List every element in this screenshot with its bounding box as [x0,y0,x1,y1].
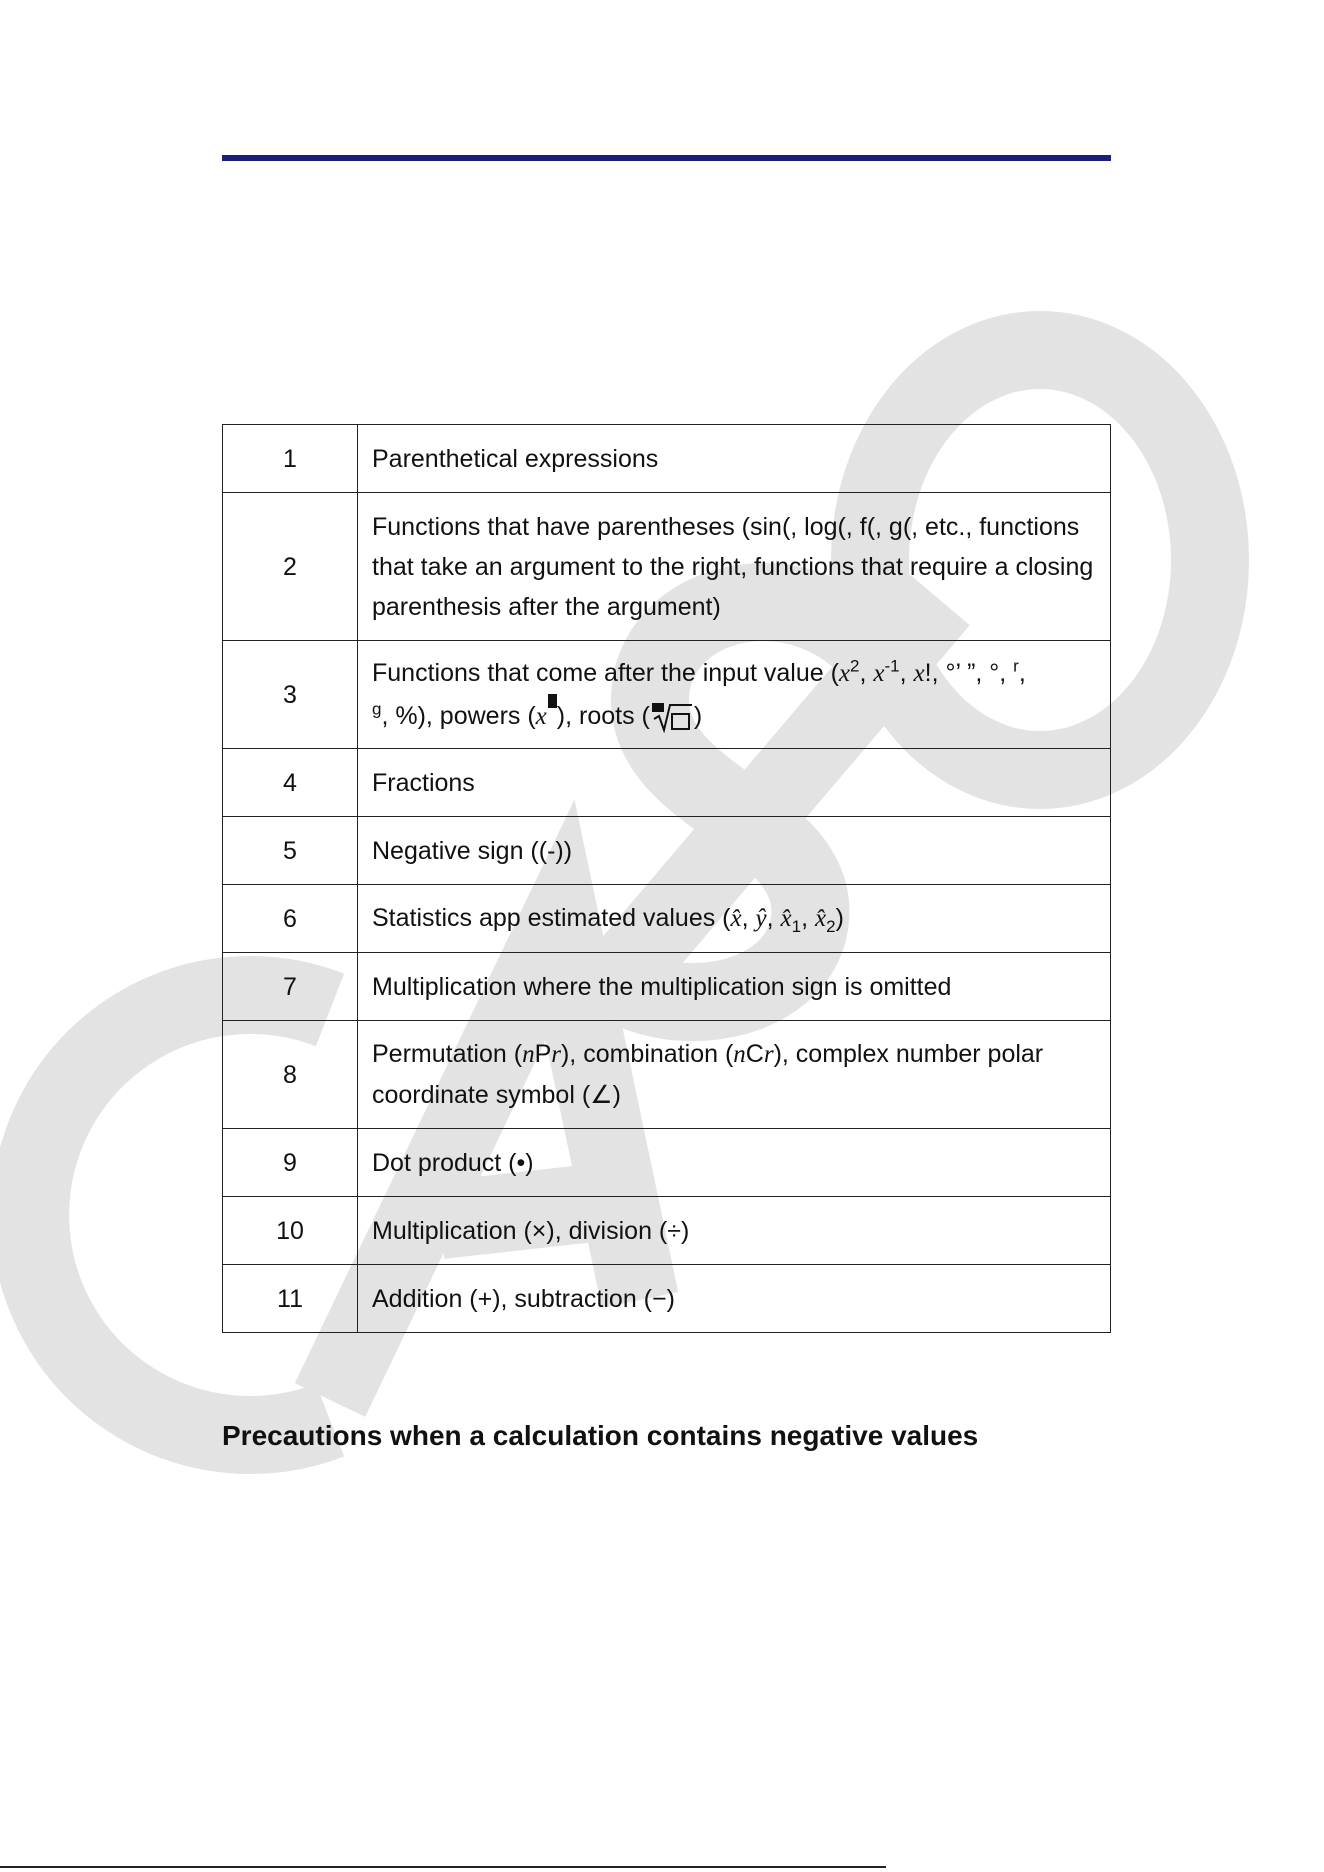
table-row [223,425,1111,493]
section-heading: Precautions when a calculation contains negative values [222,1420,979,1451]
priority-number: 10 [223,1197,358,1265]
table-row [223,493,1111,641]
table-row [223,641,1111,749]
priority-description: Permutation (nPr), combination (nCr), complex number polar coordinate symbol (∠) [358,1021,1111,1129]
priority-description: Dot product (•) [358,1129,1111,1197]
priority-number: 2 [223,493,358,641]
priority-number: 11 [223,1265,358,1333]
footer-rule [0,1866,886,1868]
table-row [223,1265,1111,1333]
priority-number: 9 [223,1129,358,1197]
priority-description: Functions that come after the input value ($x^2$, $x^{-1}$, x!, °’ ”, °, $^r$, $^g$, %), powers (x ), roots ( ) [358,641,1111,749]
priority-number: 3 [223,641,358,749]
priority-number: 4 [223,749,358,817]
table-row [223,885,1111,953]
table-row [223,953,1111,1021]
priority-description: Statistics app estimated values (x̂, ŷ, $x̂_1$, $x̂_2$) [358,885,1111,953]
priority-description: Multiplication (×), division (÷) [358,1197,1111,1265]
priority-description: Fractions [358,749,1111,817]
priority-description: Multiplication where the multiplication sign is omitted [358,953,1111,1021]
table-row [223,1021,1111,1129]
priority-description: Parenthetical expressions [358,425,1111,493]
table-row [223,1197,1111,1265]
priority-number: 7 [223,953,358,1021]
header-rule [222,155,1111,161]
power-symbol: x [536,703,557,730]
priority-number: 8 [223,1021,358,1129]
root-symbol-icon [650,701,694,733]
table-row [223,1129,1111,1197]
table-row [223,817,1111,885]
priority-number: 6 [223,885,358,953]
priority-table [222,424,1111,1333]
priority-description: Negative sign ((-)) [358,817,1111,885]
priority-description: Addition (+), subtraction (−) [358,1265,1111,1333]
priority-description: Functions that have parentheses (sin(, log(, f(, g(, etc., functions that take an argument to the right, functions that require a closing parenthesis after the argument) [358,493,1111,641]
priority-number: 5 [223,817,358,885]
table-row [223,749,1111,817]
priority-number: 1 [223,425,358,493]
